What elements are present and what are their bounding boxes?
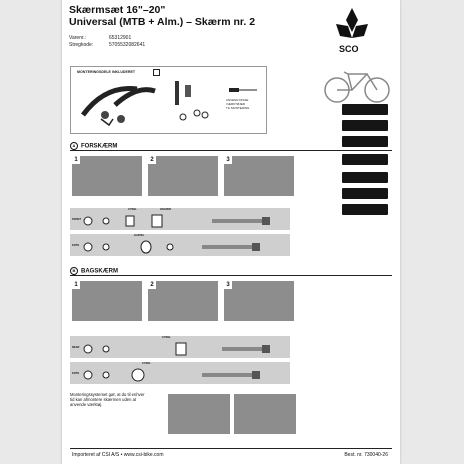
hardware-label: KOTE <box>72 244 80 247</box>
order-number: Best. nr. 730040-26 <box>344 452 388 458</box>
included-parts-label: MONTERINGSDELE INKLUDERET <box>77 70 136 74</box>
mounting-note: Monteringssystemet gør, at du til enhver tid kan afmontere skærmen uden at anvende værktøj. <box>70 392 145 408</box>
divider <box>70 448 392 449</box>
parts-illustration <box>75 75 225 131</box>
section-front <box>70 142 117 150</box>
title-line-2: Universal (MTB + Alm.) – Skærm nr. 2 <box>69 16 256 28</box>
front-step-photo <box>224 156 294 196</box>
hardware-label: KOTE <box>72 372 80 375</box>
hardware-label: REAR <box>72 346 80 349</box>
brand-wordmark: SCO <box>339 44 359 54</box>
step-number: 3 <box>224 156 232 164</box>
hardware-label: CYKEL <box>162 336 171 339</box>
rear-hardware-diagram-2 <box>70 362 290 384</box>
hardware-label: GAFFEL <box>134 234 145 237</box>
step-number: 3 <box>224 281 232 289</box>
instruction-sheet <box>62 0 400 464</box>
rear-hardware-diagram <box>70 336 290 358</box>
detach-photo <box>168 394 230 434</box>
front-step-photo <box>72 156 142 196</box>
hardware-label: FRONT <box>72 218 81 221</box>
fork-icon <box>342 154 388 165</box>
stregkode-row <box>69 42 146 48</box>
hardware-label: CYKEL <box>128 208 137 211</box>
divider <box>70 275 392 276</box>
rear-step-photo <box>72 281 142 321</box>
step-number: 1 <box>72 156 80 164</box>
divider <box>70 150 392 151</box>
seatpost-icon <box>342 188 388 199</box>
step-number: 2 <box>148 156 156 164</box>
bolt-assembly-illustration <box>82 240 282 254</box>
screwdriver-icon <box>229 85 259 95</box>
step-number: 2 <box>148 281 156 289</box>
importer-text: Importeret af CSI A/S • www.csi-bike.com <box>72 452 164 458</box>
rear-step-photo <box>224 281 294 321</box>
quick-release-icon <box>342 120 388 131</box>
hardware-label: HOLDER <box>160 208 171 211</box>
included-parts-box <box>70 66 267 134</box>
frame-icon <box>342 172 388 183</box>
width-icon <box>342 204 388 215</box>
footer <box>62 440 400 464</box>
bolt-assembly-illustration <box>82 342 282 356</box>
bolt-assembly-illustration <box>82 368 282 382</box>
varenr-value: 65312901 <box>109 35 132 41</box>
rear-step-photo <box>148 281 218 321</box>
section-rear <box>70 267 118 275</box>
section-rear-title: BAGSKÆRM <box>81 268 118 275</box>
mudguard-icon <box>342 104 388 115</box>
title-line-1: Skærmsæt 16"–20" <box>69 4 166 16</box>
section-front-title: FORSKÆRM <box>81 143 118 150</box>
stregkode-value: 5705532082641 <box>109 42 146 48</box>
front-step-photo <box>148 156 218 196</box>
bike-icon <box>322 64 392 104</box>
varenr-label: Varenr.: <box>69 35 87 41</box>
stregkode-label: Stregkode: <box>69 42 94 48</box>
section-rear-letter: B <box>70 267 78 275</box>
clamp-icon <box>342 136 388 147</box>
section-front-letter: A <box>70 142 78 150</box>
bolt-assembly-illustration <box>82 214 282 228</box>
step-number: 1 <box>72 281 80 289</box>
hardware-label: CYKEL <box>142 362 151 365</box>
varenr-row <box>69 35 132 41</box>
detach-photo <box>234 394 296 434</box>
front-hardware-diagram <box>70 208 290 230</box>
front-hardware-diagram-2 <box>70 234 290 256</box>
tool-note: ANVEND DISSE VÆRKTØJER TIL MONTERING <box>226 98 250 110</box>
